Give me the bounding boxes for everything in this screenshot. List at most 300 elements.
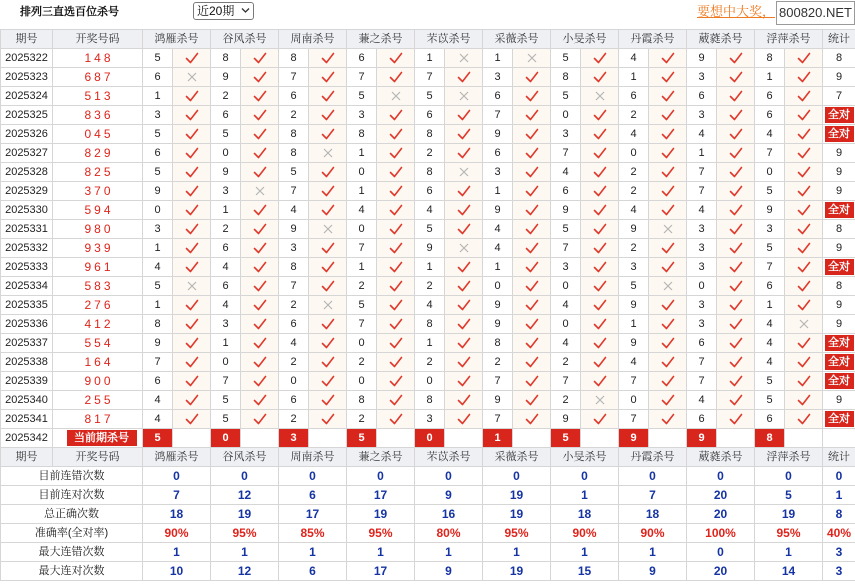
kill-number: 6 — [279, 87, 309, 106]
check-icon — [797, 52, 811, 64]
hit-mark — [649, 410, 687, 429]
current-kill-number: 8 — [755, 429, 785, 448]
kill-number: 4 — [687, 391, 717, 410]
check-icon — [797, 261, 811, 273]
hit-mark — [445, 182, 483, 201]
kill-number: 4 — [483, 239, 513, 258]
check-icon — [185, 261, 199, 273]
hit-mark — [309, 220, 347, 239]
kill-number: 6 — [279, 315, 309, 334]
check-icon — [525, 394, 539, 406]
draw-number: 513 — [53, 87, 143, 106]
kill-number: 4 — [755, 334, 785, 353]
period-cell: 2025330 — [1, 201, 53, 220]
summary-value: 19 — [211, 505, 279, 524]
check-icon — [525, 318, 539, 330]
summary-value: 17 — [279, 505, 347, 524]
stat-value: 9 — [835, 393, 843, 406]
kill-number: 4 — [551, 163, 581, 182]
blank-cell — [717, 429, 755, 448]
kill-number: 2 — [279, 353, 309, 372]
all-hit-badge: 全对 — [825, 354, 854, 370]
check-icon — [593, 52, 607, 64]
kill-number: 1 — [347, 144, 377, 163]
check-icon — [729, 318, 743, 330]
hit-mark — [377, 239, 415, 258]
check-icon — [729, 52, 743, 64]
check-icon — [525, 185, 539, 197]
check-icon — [661, 204, 675, 216]
check-icon — [797, 147, 811, 159]
hit-mark — [445, 315, 483, 334]
check-icon — [253, 204, 267, 216]
summary-value: 95% — [483, 524, 551, 543]
hit-mark — [377, 372, 415, 391]
draw-number: 164 — [53, 353, 143, 372]
summary-value: 95% — [347, 524, 415, 543]
table-row — [1, 87, 855, 106]
stat-cell — [823, 68, 855, 87]
hit-mark — [309, 106, 347, 125]
chevron-down-icon — [241, 7, 250, 14]
kill-number: 6 — [211, 277, 241, 296]
check-icon — [661, 71, 675, 83]
kill-number: 5 — [211, 391, 241, 410]
header-draw: 开奖号码 — [53, 30, 143, 49]
kill-number: 4 — [347, 201, 377, 220]
stat-cell — [823, 315, 855, 334]
kill-number: 5 — [211, 410, 241, 429]
hit-mark — [649, 201, 687, 220]
summary-value: 0 — [619, 467, 687, 486]
table-row — [1, 163, 855, 182]
hit-mark — [581, 277, 619, 296]
hit-mark — [717, 258, 755, 277]
table-row — [1, 315, 855, 334]
hit-mark — [173, 125, 211, 144]
kill-number: 0 — [211, 353, 241, 372]
summary-value: 7 — [619, 486, 687, 505]
period-select[interactable] — [193, 2, 254, 20]
period-cell: 2025339 — [1, 372, 53, 391]
check-icon — [729, 375, 743, 387]
check-icon — [797, 166, 811, 178]
kill-number: 8 — [211, 49, 241, 68]
check-icon — [797, 185, 811, 197]
kill-number: 8 — [755, 49, 785, 68]
table-row — [1, 220, 855, 239]
kill-number: 5 — [415, 220, 445, 239]
hit-mark — [581, 182, 619, 201]
kill-number: 2 — [551, 353, 581, 372]
check-icon — [661, 90, 675, 102]
kill-number: 2 — [279, 296, 309, 315]
header-expert: 小旻杀号 — [551, 30, 619, 49]
check-icon — [253, 109, 267, 121]
check-icon — [457, 318, 471, 330]
check-icon — [729, 299, 743, 311]
hit-mark — [649, 296, 687, 315]
kill-number: 1 — [619, 68, 649, 87]
check-icon — [525, 242, 539, 254]
summary-row — [1, 524, 855, 543]
hit-mark — [581, 334, 619, 353]
kill-number: 0 — [551, 277, 581, 296]
current-kill-number: 5 — [143, 429, 173, 448]
hit-mark — [717, 391, 755, 410]
kill-number: 1 — [755, 68, 785, 87]
hit-mark — [513, 410, 551, 429]
check-icon — [729, 90, 743, 102]
check-icon — [253, 52, 267, 64]
check-icon — [729, 166, 743, 178]
kill-number: 6 — [755, 410, 785, 429]
hit-mark — [581, 410, 619, 429]
check-icon — [185, 185, 199, 197]
table-row — [1, 182, 855, 201]
check-icon — [525, 166, 539, 178]
kill-number: 5 — [347, 296, 377, 315]
promo-link[interactable]: 要想中大奖， — [697, 4, 776, 19]
kill-number: 5 — [415, 87, 445, 106]
summary-label: 目前连错次数 — [1, 467, 143, 486]
summary-value: 1 — [619, 543, 687, 562]
hit-mark — [173, 239, 211, 258]
check-icon — [185, 337, 199, 349]
kill-number: 0 — [347, 220, 377, 239]
summary-value: 90% — [551, 524, 619, 543]
check-icon — [593, 413, 607, 425]
check-icon — [797, 109, 811, 121]
hit-mark — [173, 296, 211, 315]
kill-number: 7 — [347, 239, 377, 258]
kill-number: 8 — [415, 315, 445, 334]
table-body — [1, 30, 855, 581]
kill-number: 7 — [483, 372, 513, 391]
hit-mark — [241, 277, 279, 296]
table-row — [1, 68, 855, 87]
hit-mark — [377, 296, 415, 315]
hit-mark — [241, 49, 279, 68]
check-icon — [661, 356, 675, 368]
summary-row — [1, 562, 855, 581]
summary-value: 0 — [483, 467, 551, 486]
hit-mark — [173, 315, 211, 334]
stat-cell — [823, 87, 855, 106]
check-icon — [729, 223, 743, 235]
check-icon — [321, 166, 335, 178]
period-cell: 2025337 — [1, 334, 53, 353]
hit-mark — [445, 391, 483, 410]
hit-mark — [173, 87, 211, 106]
kill-number: 9 — [483, 315, 513, 334]
cross-icon — [323, 148, 333, 158]
blank-cell — [513, 429, 551, 448]
table-row — [1, 372, 855, 391]
check-icon — [389, 52, 403, 64]
hit-mark — [581, 296, 619, 315]
hit-mark — [513, 68, 551, 87]
check-icon — [797, 337, 811, 349]
hit-mark — [785, 163, 823, 182]
draw-number: 825 — [53, 163, 143, 182]
check-icon — [389, 71, 403, 83]
hit-mark — [581, 239, 619, 258]
check-icon — [457, 375, 471, 387]
summary-value: 0 — [143, 467, 211, 486]
period-cell: 2025342 — [1, 429, 53, 448]
check-icon — [457, 337, 471, 349]
hit-mark — [445, 144, 483, 163]
kill-number: 5 — [143, 163, 173, 182]
hit-mark — [241, 410, 279, 429]
stat-value: 9 — [835, 165, 843, 178]
current-kill-number: 1 — [483, 429, 513, 448]
hit-mark — [445, 410, 483, 429]
check-icon — [389, 109, 403, 121]
hit-mark — [785, 277, 823, 296]
hit-mark — [445, 277, 483, 296]
summary-value: 7 — [143, 486, 211, 505]
kill-number: 3 — [483, 163, 513, 182]
check-icon — [321, 356, 335, 368]
header-expert: 浮萍杀号 — [755, 448, 823, 467]
hit-mark — [309, 372, 347, 391]
summary-value: 5 — [755, 486, 823, 505]
header-expert: 谷风杀号 — [211, 30, 279, 49]
hit-mark — [241, 391, 279, 410]
kill-number: 3 — [415, 410, 445, 429]
summary-value: 14 — [755, 562, 823, 581]
kill-number: 1 — [619, 315, 649, 334]
hit-mark — [173, 144, 211, 163]
hit-mark — [377, 277, 415, 296]
hit-mark — [241, 372, 279, 391]
check-icon — [185, 204, 199, 216]
check-icon — [253, 299, 267, 311]
kill-number: 1 — [415, 258, 445, 277]
kill-number: 2 — [347, 277, 377, 296]
summary-value: 100% — [687, 524, 755, 543]
hit-mark — [717, 68, 755, 87]
check-icon — [661, 261, 675, 273]
check-icon — [661, 109, 675, 121]
period-cell: 2025331 — [1, 220, 53, 239]
hit-mark — [717, 410, 755, 429]
kill-number: 0 — [755, 163, 785, 182]
hit-mark — [581, 106, 619, 125]
check-icon — [457, 299, 471, 311]
header-expert: 小旻杀号 — [551, 448, 619, 467]
kill-number: 8 — [279, 125, 309, 144]
check-icon — [593, 223, 607, 235]
kill-number: 3 — [211, 182, 241, 201]
draw-number: 829 — [53, 144, 143, 163]
summary-value: 0 — [687, 543, 755, 562]
header-expert: 丹霞杀号 — [619, 30, 687, 49]
draw-number: 594 — [53, 201, 143, 220]
hit-mark — [241, 144, 279, 163]
check-icon — [389, 394, 403, 406]
hit-mark — [717, 372, 755, 391]
kill-number: 2 — [619, 182, 649, 201]
check-icon — [525, 299, 539, 311]
kill-number: 4 — [143, 410, 173, 429]
summary-value: 19 — [483, 562, 551, 581]
check-icon — [253, 71, 267, 83]
kill-number: 2 — [619, 106, 649, 125]
header-expert: 蒹之杀号 — [347, 30, 415, 49]
draw-number: 412 — [53, 315, 143, 334]
kill-number: 5 — [347, 87, 377, 106]
check-icon — [593, 128, 607, 140]
summary-label: 最大连错次数 — [1, 543, 143, 562]
kill-number: 7 — [279, 182, 309, 201]
kill-number: 8 — [415, 125, 445, 144]
check-icon — [525, 90, 539, 102]
check-icon — [729, 128, 743, 140]
current-period-row — [1, 429, 855, 448]
summary-value: 0 — [347, 467, 415, 486]
kill-number: 0 — [415, 372, 445, 391]
period-select-value: 近20期 — [197, 4, 235, 18]
header-expert: 采薇杀号 — [483, 448, 551, 467]
hit-mark — [649, 334, 687, 353]
kill-number: 8 — [415, 163, 445, 182]
hit-mark — [445, 353, 483, 372]
kill-number: 9 — [483, 125, 513, 144]
summary-value: 17 — [347, 486, 415, 505]
stat-cell — [823, 49, 855, 68]
kill-number: 1 — [143, 239, 173, 258]
hit-mark — [581, 372, 619, 391]
check-icon — [797, 71, 811, 83]
kill-number: 2 — [279, 106, 309, 125]
kill-number: 0 — [347, 334, 377, 353]
hit-mark — [649, 239, 687, 258]
draw-number: 980 — [53, 220, 143, 239]
summary-value: 0 — [823, 467, 855, 486]
kill-number: 6 — [687, 334, 717, 353]
hit-mark — [649, 315, 687, 334]
hit-mark — [513, 182, 551, 201]
hit-mark — [173, 353, 211, 372]
kill-number: 6 — [211, 239, 241, 258]
kill-number: 4 — [687, 201, 717, 220]
hit-mark — [241, 239, 279, 258]
check-icon — [525, 280, 539, 292]
summary-value: 6 — [279, 486, 347, 505]
kill-number: 7 — [755, 258, 785, 277]
summary-row — [1, 467, 855, 486]
stat-cell — [823, 410, 855, 429]
kill-number: 3 — [483, 68, 513, 87]
draw-number: 817 — [53, 410, 143, 429]
summary-value: 0 — [279, 467, 347, 486]
check-icon — [797, 128, 811, 140]
hit-mark — [377, 353, 415, 372]
kill-number: 6 — [279, 391, 309, 410]
hit-mark — [377, 163, 415, 182]
kill-number: 9 — [211, 68, 241, 87]
blank-cell — [173, 429, 211, 448]
hit-mark — [309, 49, 347, 68]
check-icon — [253, 242, 267, 254]
kill-number: 5 — [755, 372, 785, 391]
hit-mark — [513, 201, 551, 220]
stat-cell — [823, 353, 855, 372]
summary-value: 20 — [687, 562, 755, 581]
kill-number: 0 — [687, 277, 717, 296]
hit-mark — [309, 258, 347, 277]
all-hit-badge: 全对 — [825, 107, 854, 123]
kill-number: 2 — [619, 163, 649, 182]
cross-icon — [527, 53, 537, 63]
kill-number: 9 — [483, 391, 513, 410]
kill-number: 7 — [483, 106, 513, 125]
header-expert: 芣苡杀号 — [415, 30, 483, 49]
hit-mark — [581, 87, 619, 106]
hit-mark — [785, 68, 823, 87]
hit-mark — [173, 182, 211, 201]
check-icon — [185, 223, 199, 235]
check-icon — [389, 413, 403, 425]
hit-mark — [173, 220, 211, 239]
hit-mark — [649, 106, 687, 125]
hit-mark — [173, 391, 211, 410]
draw-number: 900 — [53, 372, 143, 391]
kill-number: 3 — [279, 239, 309, 258]
check-icon — [525, 375, 539, 387]
check-icon — [525, 337, 539, 349]
hit-mark — [785, 125, 823, 144]
stat-cell — [823, 144, 855, 163]
hit-mark — [309, 315, 347, 334]
kill-number: 1 — [483, 49, 513, 68]
check-icon — [185, 318, 199, 330]
hit-mark — [785, 258, 823, 277]
hit-mark — [241, 163, 279, 182]
kill-number: 5 — [143, 277, 173, 296]
stat-cell — [823, 106, 855, 125]
hit-mark — [241, 220, 279, 239]
hit-mark — [173, 258, 211, 277]
hit-mark — [241, 353, 279, 372]
hit-mark — [581, 258, 619, 277]
check-icon — [525, 223, 539, 235]
hit-mark — [445, 296, 483, 315]
check-icon — [321, 261, 335, 273]
summary-value: 20 — [687, 505, 755, 524]
cross-icon — [187, 72, 197, 82]
summary-value: 19 — [755, 505, 823, 524]
kill-number: 7 — [279, 68, 309, 87]
check-icon — [593, 204, 607, 216]
hit-mark — [377, 334, 415, 353]
top-bar — [0, 0, 855, 28]
hit-mark — [377, 182, 415, 201]
hit-mark — [445, 163, 483, 182]
check-icon — [321, 204, 335, 216]
check-icon — [661, 147, 675, 159]
period-cell: 2025324 — [1, 87, 53, 106]
check-icon — [729, 280, 743, 292]
table-row — [1, 125, 855, 144]
kill-number: 0 — [551, 106, 581, 125]
hit-mark — [513, 125, 551, 144]
header-expert: 葳蕤杀号 — [687, 30, 755, 49]
check-icon — [253, 128, 267, 140]
